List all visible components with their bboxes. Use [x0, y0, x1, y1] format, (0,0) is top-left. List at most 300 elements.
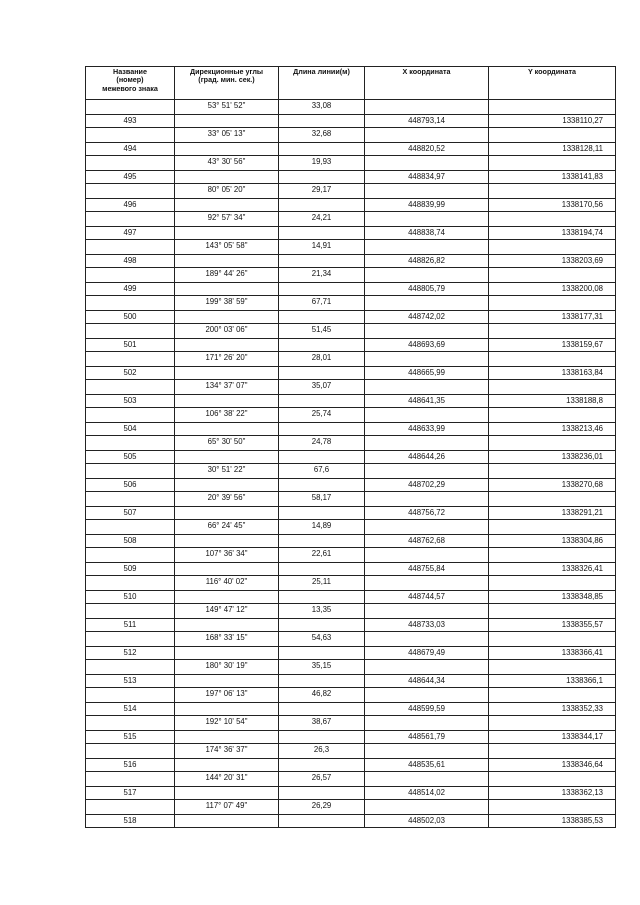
segment-name-cell: [86, 352, 175, 367]
point-angle-cell: [175, 535, 279, 548]
point-angle-cell: [175, 759, 279, 772]
segment-y-cell: [489, 660, 616, 675]
line-length-cell: 54,63: [279, 632, 365, 647]
point-angle-cell: [175, 283, 279, 296]
y-coordinate-cell: 1338170,56: [489, 199, 616, 212]
segment-row: [86, 520, 616, 535]
y-coordinate-cell: 1338385,53: [489, 815, 616, 828]
segment-row: [86, 212, 616, 227]
segment-y-cell: [489, 548, 616, 563]
y-coordinate-cell: 1338348,85: [489, 591, 616, 604]
segment-name-cell: [86, 576, 175, 591]
point-angle-cell: [175, 479, 279, 492]
bearing-angle-cell: 171° 26' 20": [175, 352, 279, 367]
boundary-point-row: [86, 143, 616, 156]
y-coordinate-cell: 1338159,67: [489, 339, 616, 352]
segment-name-cell: [86, 464, 175, 479]
segment-x-cell: [365, 184, 489, 199]
line-length-cell: 25,74: [279, 408, 365, 423]
x-coordinate-cell: 448502,03: [365, 815, 489, 828]
boundary-point-row: [86, 731, 616, 744]
point-angle-cell: [175, 647, 279, 660]
boundary-point-row: [86, 675, 616, 688]
point-name-cell: 501: [86, 339, 175, 352]
segment-x-cell: [365, 324, 489, 339]
boundary-point-row: [86, 451, 616, 464]
bearing-angle-cell: 33° 05' 13": [175, 128, 279, 143]
point-name-cell: 503: [86, 395, 175, 408]
segment-y-cell: [489, 520, 616, 535]
boundary-point-row: [86, 479, 616, 492]
point-length-cell: [279, 591, 365, 604]
segment-name-cell: [86, 184, 175, 199]
point-name-cell: 498: [86, 255, 175, 268]
bearing-angle-cell: 30° 51' 22": [175, 464, 279, 479]
segment-y-cell: [489, 408, 616, 423]
segment-row: [86, 128, 616, 143]
segment-y-cell: [489, 632, 616, 647]
point-length-cell: [279, 479, 365, 492]
point-angle-cell: [175, 507, 279, 520]
x-coordinate-cell: 448702,29: [365, 479, 489, 492]
boundary-point-row: [86, 563, 616, 576]
bearing-angle-cell: 168° 33' 15": [175, 632, 279, 647]
point-name-cell: 493: [86, 115, 175, 128]
bearing-angle-cell: 134° 37' 07": [175, 380, 279, 395]
point-length-cell: [279, 311, 365, 324]
boundary-point-row: [86, 619, 616, 632]
boundary-point-row: [86, 703, 616, 716]
bearing-angle-cell: 107° 36' 34": [175, 548, 279, 563]
segment-row: [86, 660, 616, 675]
point-name-cell: 511: [86, 619, 175, 632]
segment-y-cell: [489, 324, 616, 339]
header-line-length: Длина линии(м): [279, 67, 365, 100]
y-coordinate-cell: 1338188,8: [489, 395, 616, 408]
y-coordinate-cell: 1338270,68: [489, 479, 616, 492]
line-length-cell: 14,89: [279, 520, 365, 535]
segment-row: [86, 632, 616, 647]
y-coordinate-cell: 1338177,31: [489, 311, 616, 324]
line-length-cell: 24,78: [279, 436, 365, 451]
segment-y-cell: [489, 688, 616, 703]
line-length-cell: 67,71: [279, 296, 365, 311]
x-coordinate-cell: 448535,61: [365, 759, 489, 772]
point-angle-cell: [175, 339, 279, 352]
y-coordinate-cell: 1338346,64: [489, 759, 616, 772]
segment-row: [86, 352, 616, 367]
segment-row: [86, 296, 616, 311]
x-coordinate-cell: 448733,03: [365, 619, 489, 632]
segment-x-cell: [365, 632, 489, 647]
segment-row: [86, 240, 616, 255]
x-coordinate-cell: 448834,97: [365, 171, 489, 184]
segment-y-cell: [489, 128, 616, 143]
segment-row: [86, 576, 616, 591]
boundary-coordinates-table: [85, 66, 616, 828]
boundary-point-row: [86, 423, 616, 436]
point-length-cell: [279, 143, 365, 156]
segment-row: [86, 436, 616, 451]
segment-name-cell: [86, 380, 175, 395]
point-name-cell: 508: [86, 535, 175, 548]
point-length-cell: [279, 507, 365, 520]
point-name-cell: 506: [86, 479, 175, 492]
point-length-cell: [279, 339, 365, 352]
point-length-cell: [279, 115, 365, 128]
segment-x-cell: [365, 660, 489, 675]
x-coordinate-cell: 448756,72: [365, 507, 489, 520]
boundary-point-row: [86, 311, 616, 324]
line-length-cell: 67,6: [279, 464, 365, 479]
line-length-cell: 22,61: [279, 548, 365, 563]
header-y-coordinate: Y координата: [489, 67, 616, 100]
segment-row: [86, 408, 616, 423]
segment-name-cell: [86, 772, 175, 787]
point-angle-cell: [175, 619, 279, 632]
segment-name-cell: [86, 408, 175, 423]
point-angle-cell: [175, 451, 279, 464]
point-name-cell: 497: [86, 227, 175, 240]
boundary-point-row: [86, 171, 616, 184]
bearing-angle-cell: 80° 05' 20": [175, 184, 279, 199]
point-length-cell: [279, 451, 365, 464]
segment-row: [86, 156, 616, 171]
point-name-cell: 502: [86, 367, 175, 380]
x-coordinate-cell: 448644,26: [365, 451, 489, 464]
y-coordinate-cell: 1338200,08: [489, 283, 616, 296]
segment-name-cell: [86, 744, 175, 759]
y-coordinate-cell: 1338344,17: [489, 731, 616, 744]
boundary-point-row: [86, 339, 616, 352]
bearing-angle-cell: 199° 38' 59": [175, 296, 279, 311]
line-length-cell: 35,07: [279, 380, 365, 395]
segment-x-cell: [365, 436, 489, 451]
point-length-cell: [279, 703, 365, 716]
segment-y-cell: [489, 576, 616, 591]
segment-x-cell: [365, 744, 489, 759]
point-name-cell: 504: [86, 423, 175, 436]
bearing-angle-cell: 65° 30' 50": [175, 436, 279, 451]
segment-x-cell: [365, 380, 489, 395]
segment-name-cell: [86, 604, 175, 619]
segment-x-cell: [365, 212, 489, 227]
point-length-cell: [279, 171, 365, 184]
segment-y-cell: [489, 800, 616, 815]
segment-name-cell: [86, 296, 175, 311]
segment-name-cell: [86, 688, 175, 703]
bearing-angle-cell: 106° 38' 22": [175, 408, 279, 423]
line-length-cell: 51,45: [279, 324, 365, 339]
bearing-angle-cell: 149° 47' 12": [175, 604, 279, 619]
segment-y-cell: [489, 268, 616, 283]
header-boundary-mark-name: Название (номер) межевого знака: [86, 67, 175, 100]
point-length-cell: [279, 255, 365, 268]
x-coordinate-cell: 448793,14: [365, 115, 489, 128]
segment-y-cell: [489, 296, 616, 311]
line-length-cell: 38,67: [279, 716, 365, 731]
y-coordinate-cell: 1338352,33: [489, 703, 616, 716]
point-angle-cell: [175, 563, 279, 576]
segment-y-cell: [489, 744, 616, 759]
segment-x-cell: [365, 268, 489, 283]
point-name-cell: 507: [86, 507, 175, 520]
boundary-point-row: [86, 647, 616, 660]
segment-name-cell: [86, 268, 175, 283]
point-length-cell: [279, 731, 365, 744]
bearing-angle-cell: 117° 07' 49": [175, 800, 279, 815]
point-length-cell: [279, 395, 365, 408]
point-angle-cell: [175, 815, 279, 828]
y-coordinate-cell: 1338355,57: [489, 619, 616, 632]
segment-y-cell: [489, 380, 616, 395]
segment-name-cell: [86, 520, 175, 535]
boundary-point-row: [86, 395, 616, 408]
segment-x-cell: [365, 240, 489, 255]
boundary-point-row: [86, 227, 616, 240]
y-coordinate-cell: 1338203,69: [489, 255, 616, 268]
point-length-cell: [279, 423, 365, 436]
segment-y-cell: [489, 156, 616, 171]
y-coordinate-cell: 1338110,27: [489, 115, 616, 128]
boundary-point-row: [86, 283, 616, 296]
bearing-angle-cell: 200° 03' 06": [175, 324, 279, 339]
bearing-angle-cell: 92° 57' 34": [175, 212, 279, 227]
bearing-angle-cell: 53° 51' 52": [175, 100, 279, 115]
segment-row: [86, 464, 616, 479]
segment-x-cell: [365, 772, 489, 787]
x-coordinate-cell: 448744,57: [365, 591, 489, 604]
segment-name-cell: [86, 324, 175, 339]
segment-y-cell: [489, 436, 616, 451]
y-coordinate-cell: 1338366,1: [489, 675, 616, 688]
point-name-cell: 509: [86, 563, 175, 576]
point-angle-cell: [175, 787, 279, 800]
segment-name-cell: [86, 128, 175, 143]
bearing-angle-cell: 116° 40' 02": [175, 576, 279, 591]
boundary-point-row: [86, 535, 616, 548]
segment-name-cell: [86, 492, 175, 507]
line-length-cell: 13,35: [279, 604, 365, 619]
point-name-cell: 496: [86, 199, 175, 212]
segment-x-cell: [365, 464, 489, 479]
y-coordinate-cell: 1338213,46: [489, 423, 616, 436]
bearing-angle-cell: 43° 30' 56": [175, 156, 279, 171]
x-coordinate-cell: 448633,99: [365, 423, 489, 436]
segment-x-cell: [365, 296, 489, 311]
bearing-angle-cell: 180° 30' 19": [175, 660, 279, 675]
point-angle-cell: [175, 311, 279, 324]
segment-x-cell: [365, 156, 489, 171]
point-angle-cell: [175, 675, 279, 688]
line-length-cell: 46,82: [279, 688, 365, 703]
segment-y-cell: [489, 604, 616, 619]
segment-y-cell: [489, 772, 616, 787]
segment-row: [86, 268, 616, 283]
point-angle-cell: [175, 171, 279, 184]
segment-name-cell: [86, 548, 175, 563]
segment-y-cell: [489, 492, 616, 507]
point-name-cell: 514: [86, 703, 175, 716]
segment-x-cell: [365, 604, 489, 619]
point-name-cell: 505: [86, 451, 175, 464]
line-length-cell: 21,34: [279, 268, 365, 283]
x-coordinate-cell: 448561,79: [365, 731, 489, 744]
point-length-cell: [279, 283, 365, 296]
boundary-point-row: [86, 255, 616, 268]
segment-x-cell: [365, 100, 489, 115]
point-angle-cell: [175, 367, 279, 380]
x-coordinate-cell: 448693,69: [365, 339, 489, 352]
segment-y-cell: [489, 464, 616, 479]
line-length-cell: 25,11: [279, 576, 365, 591]
bearing-angle-cell: 20° 39' 56": [175, 492, 279, 507]
x-coordinate-cell: 448826,82: [365, 255, 489, 268]
point-name-cell: 510: [86, 591, 175, 604]
segment-name-cell: [86, 212, 175, 227]
line-length-cell: 26,3: [279, 744, 365, 759]
segment-row: [86, 716, 616, 731]
segment-x-cell: [365, 352, 489, 367]
y-coordinate-cell: 1338128,11: [489, 143, 616, 156]
segment-row: [86, 744, 616, 759]
boundary-point-row: [86, 199, 616, 212]
segment-row: [86, 100, 616, 115]
bearing-angle-cell: 174° 36' 37": [175, 744, 279, 759]
point-angle-cell: [175, 395, 279, 408]
point-length-cell: [279, 535, 365, 548]
segment-y-cell: [489, 716, 616, 731]
segment-row: [86, 604, 616, 619]
point-length-cell: [279, 199, 365, 212]
header-x-coordinate: X координата: [365, 67, 489, 100]
boundary-point-row: [86, 507, 616, 520]
boundary-point-row: [86, 815, 616, 828]
point-name-cell: 494: [86, 143, 175, 156]
boundary-point-row: [86, 367, 616, 380]
segment-x-cell: [365, 716, 489, 731]
y-coordinate-cell: 1338366,41: [489, 647, 616, 660]
x-coordinate-cell: 448762,68: [365, 535, 489, 548]
segment-x-cell: [365, 408, 489, 423]
line-length-cell: 24,21: [279, 212, 365, 227]
line-length-cell: 26,57: [279, 772, 365, 787]
x-coordinate-cell: 448742,02: [365, 311, 489, 324]
point-length-cell: [279, 815, 365, 828]
point-length-cell: [279, 619, 365, 632]
point-angle-cell: [175, 143, 279, 156]
point-angle-cell: [175, 227, 279, 240]
segment-y-cell: [489, 212, 616, 227]
x-coordinate-cell: 448805,79: [365, 283, 489, 296]
point-name-cell: 512: [86, 647, 175, 660]
point-name-cell: 513: [86, 675, 175, 688]
segment-y-cell: [489, 352, 616, 367]
point-angle-cell: [175, 423, 279, 436]
segment-x-cell: [365, 688, 489, 703]
segment-name-cell: [86, 100, 175, 115]
segment-y-cell: [489, 240, 616, 255]
point-angle-cell: [175, 199, 279, 212]
y-coordinate-cell: 1338194,74: [489, 227, 616, 240]
segment-row: [86, 688, 616, 703]
bearing-angle-cell: 66° 24' 45": [175, 520, 279, 535]
y-coordinate-cell: 1338236,01: [489, 451, 616, 464]
x-coordinate-cell: 448679,49: [365, 647, 489, 660]
segment-y-cell: [489, 184, 616, 199]
segment-x-cell: [365, 800, 489, 815]
x-coordinate-cell: 448838,74: [365, 227, 489, 240]
y-coordinate-cell: 1338362,13: [489, 787, 616, 800]
point-name-cell: 516: [86, 759, 175, 772]
segment-x-cell: [365, 576, 489, 591]
boundary-point-row: [86, 115, 616, 128]
point-length-cell: [279, 227, 365, 240]
segment-row: [86, 184, 616, 199]
segment-row: [86, 380, 616, 395]
x-coordinate-cell: 448514,02: [365, 787, 489, 800]
x-coordinate-cell: 448755,84: [365, 563, 489, 576]
segment-row: [86, 492, 616, 507]
point-length-cell: [279, 787, 365, 800]
segment-y-cell: [489, 100, 616, 115]
y-coordinate-cell: 1338304,86: [489, 535, 616, 548]
point-name-cell: 515: [86, 731, 175, 744]
line-length-cell: 58,17: [279, 492, 365, 507]
segment-name-cell: [86, 660, 175, 675]
x-coordinate-cell: 448839,99: [365, 199, 489, 212]
point-angle-cell: [175, 115, 279, 128]
point-name-cell: 500: [86, 311, 175, 324]
x-coordinate-cell: 448820,52: [365, 143, 489, 156]
line-length-cell: 26,29: [279, 800, 365, 815]
y-coordinate-cell: 1338326,41: [489, 563, 616, 576]
x-coordinate-cell: 448599,59: [365, 703, 489, 716]
segment-row: [86, 800, 616, 815]
table-body: [86, 100, 616, 828]
bearing-angle-cell: 144° 20' 31": [175, 772, 279, 787]
line-length-cell: 32,68: [279, 128, 365, 143]
point-length-cell: [279, 563, 365, 576]
segment-x-cell: [365, 128, 489, 143]
line-length-cell: 29,17: [279, 184, 365, 199]
point-angle-cell: [175, 703, 279, 716]
bearing-angle-cell: 197° 06' 13": [175, 688, 279, 703]
point-length-cell: [279, 367, 365, 380]
line-length-cell: 35,15: [279, 660, 365, 675]
segment-row: [86, 772, 616, 787]
bearing-angle-cell: 189° 44' 26": [175, 268, 279, 283]
point-angle-cell: [175, 255, 279, 268]
x-coordinate-cell: 448641,35: [365, 395, 489, 408]
segment-x-cell: [365, 520, 489, 535]
segment-name-cell: [86, 716, 175, 731]
segment-name-cell: [86, 800, 175, 815]
point-name-cell: 499: [86, 283, 175, 296]
boundary-point-row: [86, 591, 616, 604]
y-coordinate-cell: 1338141,83: [489, 171, 616, 184]
x-coordinate-cell: 448644,34: [365, 675, 489, 688]
segment-name-cell: [86, 436, 175, 451]
segment-row: [86, 324, 616, 339]
x-coordinate-cell: 448665,99: [365, 367, 489, 380]
bearing-angle-cell: 143° 05' 58": [175, 240, 279, 255]
segment-x-cell: [365, 548, 489, 563]
line-length-cell: 28,01: [279, 352, 365, 367]
table-header-row: [86, 67, 616, 100]
segment-name-cell: [86, 632, 175, 647]
point-name-cell: 518: [86, 815, 175, 828]
